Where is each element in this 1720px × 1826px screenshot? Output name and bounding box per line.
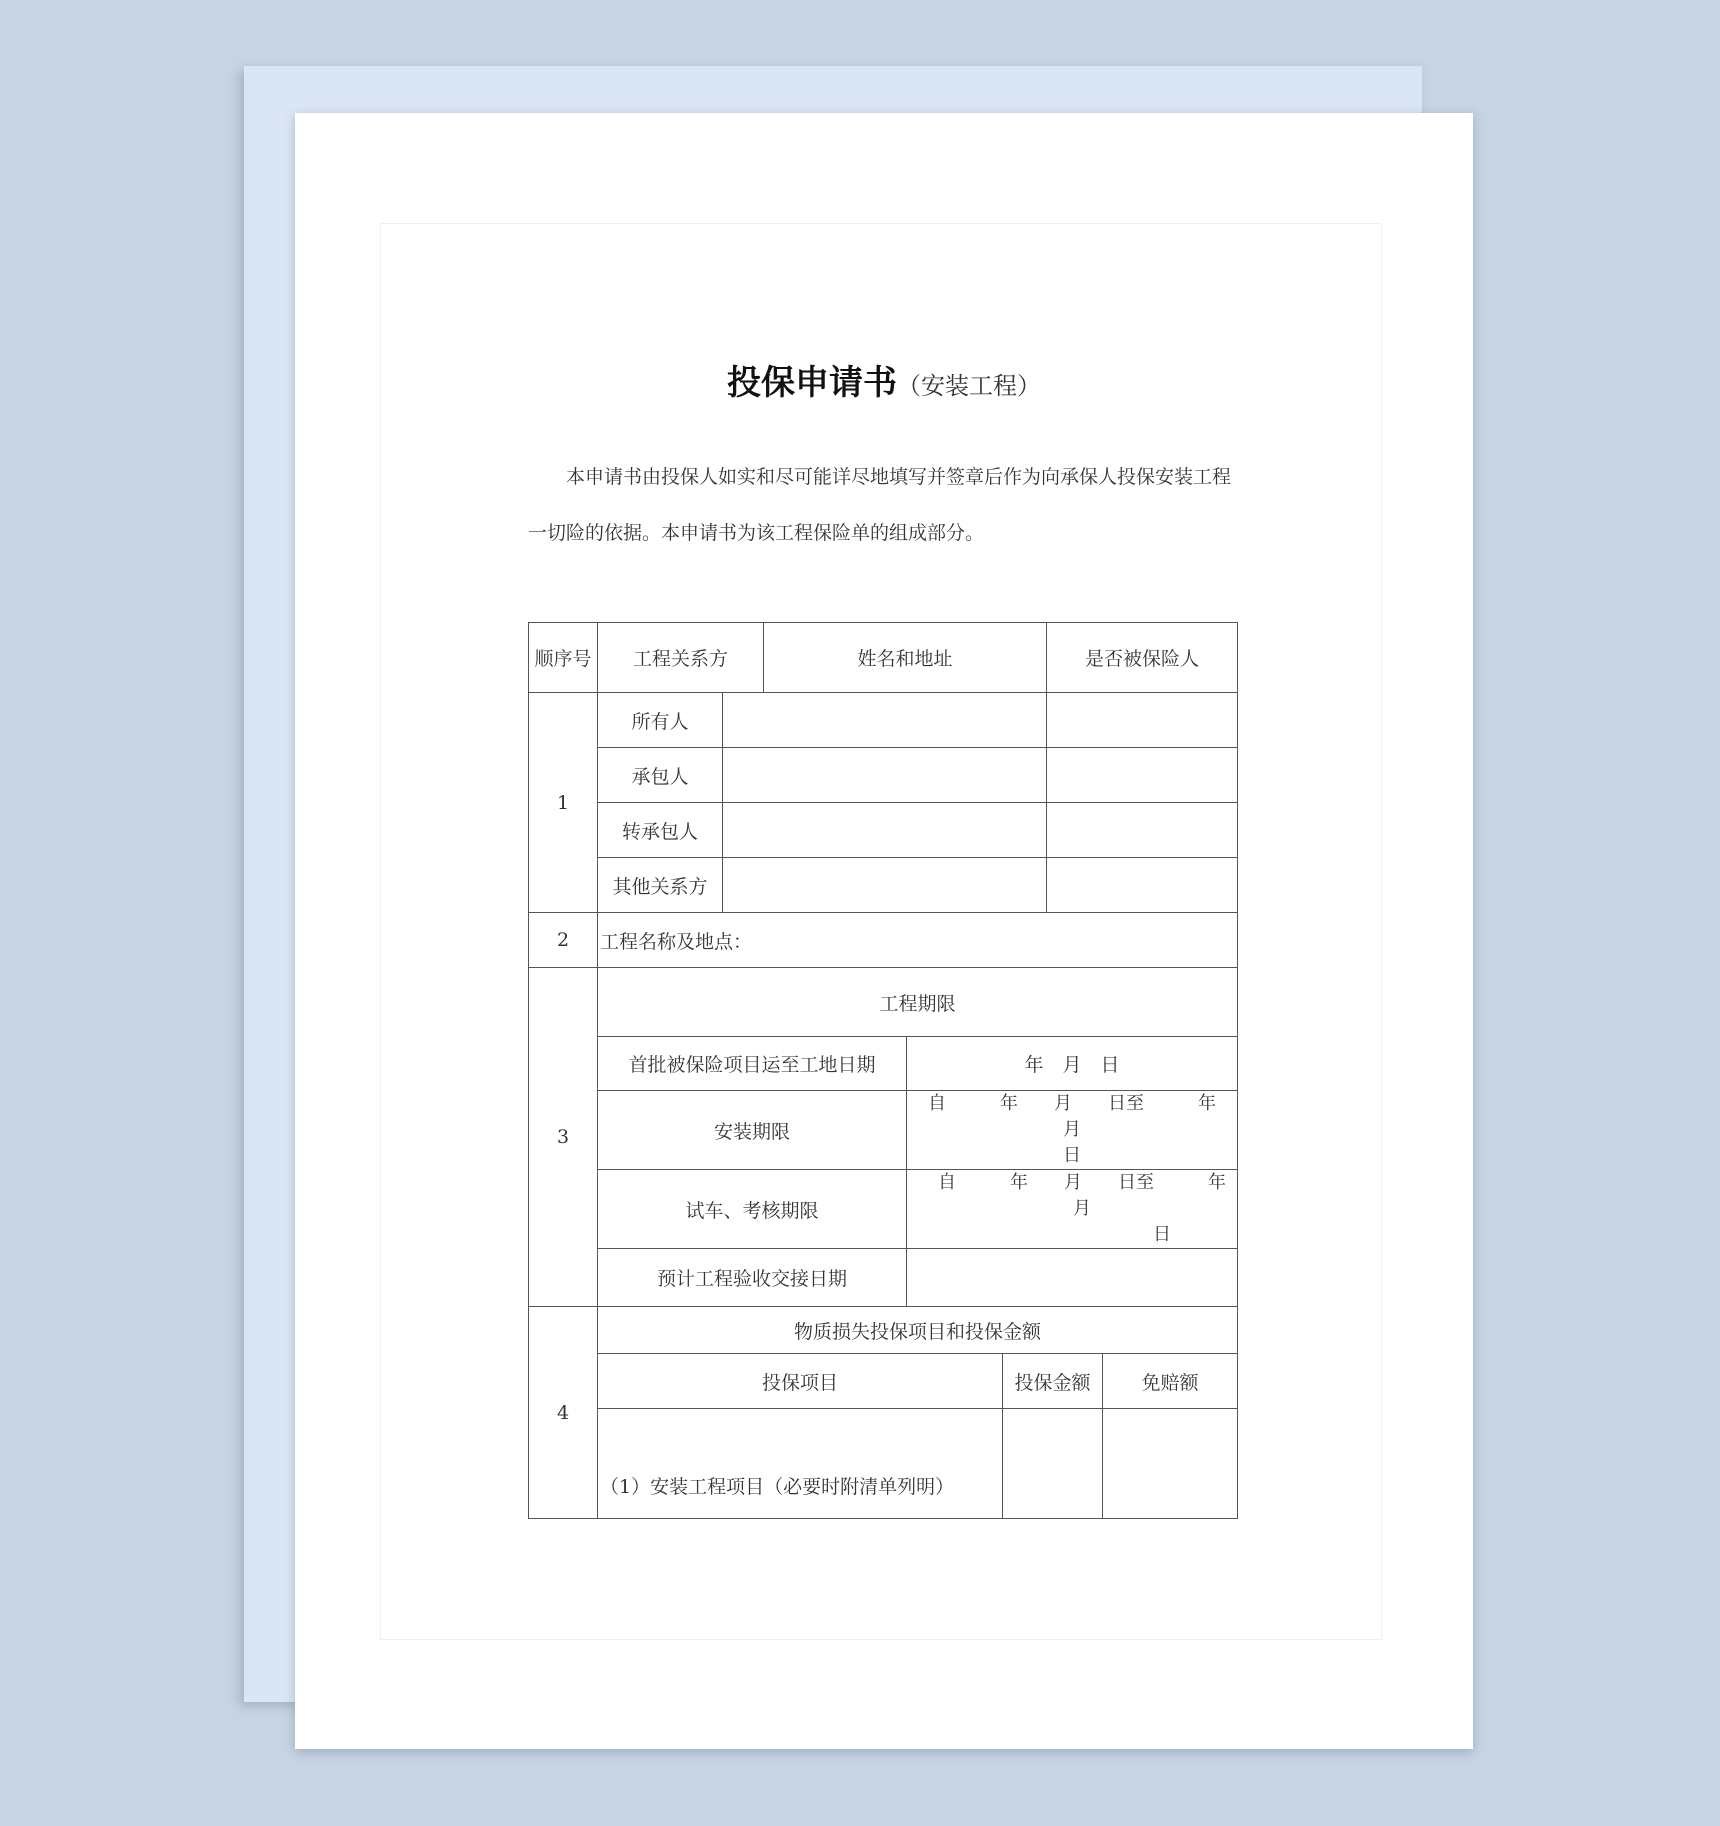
- title-sub: （安装工程）: [897, 372, 1041, 400]
- insured-cell[interactable]: [1047, 858, 1238, 913]
- page-title: [295, 355, 1473, 404]
- first-delivery-label: 首批被保险项目运至工地日期: [598, 1037, 907, 1091]
- name-address-cell[interactable]: [723, 693, 1047, 748]
- install-period-value[interactable]: [907, 1091, 1253, 1170]
- party-owner: 所有人: [598, 693, 723, 748]
- insured-cell[interactable]: [1047, 693, 1238, 748]
- install-period-label: 安装期限: [598, 1091, 907, 1170]
- acceptance-row: [529, 1249, 1238, 1307]
- party-other: 其他关系方: [598, 858, 723, 913]
- coverage-item-row: [529, 1409, 1238, 1519]
- coverage-deductible-cell[interactable]: [1103, 1409, 1238, 1519]
- install-period-line2: 日: [1063, 1145, 1082, 1166]
- name-address-cell[interactable]: [723, 858, 1047, 913]
- period-heading-row: [529, 968, 1238, 1037]
- section2-seq: 2: [529, 913, 598, 968]
- header-seq: 顺序号: [529, 623, 598, 693]
- period-heading: 工程期限: [598, 968, 1238, 1037]
- coverage-heading: 物质损失投保项目和投保金额: [598, 1307, 1238, 1354]
- section4-seq: 4: [529, 1307, 598, 1519]
- trial-period-value[interactable]: [907, 1170, 1263, 1249]
- party-row: [529, 858, 1238, 913]
- insured-cell[interactable]: [1047, 803, 1238, 858]
- col-deductible: 免赔额: [1103, 1354, 1238, 1409]
- header-row: [529, 623, 1238, 693]
- col-item: 投保项目: [598, 1354, 1003, 1409]
- project-name-row: [529, 913, 1238, 968]
- install-period-line1: 自 年 月 日至 年 月: [928, 1093, 1253, 1140]
- acceptance-date[interactable]: [907, 1249, 1238, 1307]
- party-contractor: 承包人: [598, 748, 723, 803]
- section1-seq: 1: [529, 693, 598, 913]
- header-insured: 是否被保险人: [1047, 623, 1238, 693]
- insured-cell[interactable]: [1047, 748, 1238, 803]
- install-period-row: [529, 1091, 1238, 1170]
- coverage-item-1: （1）安装工程项目（必要时附清单列明）: [598, 1409, 1003, 1519]
- document-page: [295, 113, 1473, 1749]
- section3-seq: 3: [529, 968, 598, 1307]
- coverage-heading-row: [529, 1307, 1238, 1354]
- first-delivery-date[interactable]: 年 月 日: [907, 1037, 1238, 1091]
- header-party: 工程关系方: [598, 623, 764, 693]
- coverage-amount-cell[interactable]: [1003, 1409, 1103, 1519]
- trial-period-line2: 日: [1153, 1224, 1172, 1245]
- party-row: [529, 693, 1238, 748]
- project-name-label[interactable]: 工程名称及地点：: [598, 913, 1238, 968]
- party-row: [529, 748, 1238, 803]
- coverage-header-row: [529, 1354, 1238, 1409]
- trial-period-line1: 自 年 月 日至 年 月: [938, 1172, 1263, 1219]
- party-subcontractor: 转承包人: [598, 803, 723, 858]
- party-row: [529, 803, 1238, 858]
- col-amount: 投保金额: [1003, 1354, 1103, 1409]
- intro-paragraph: 本申请书由投保人如实和尽可能详尽地填写并签章后作为向承保人投保安装工程一切险的依据。本申请书为该工程保险单的组成部分。: [528, 466, 1232, 544]
- title-main: 投保申请书: [727, 363, 897, 403]
- acceptance-label: 预计工程验收交接日期: [598, 1249, 907, 1307]
- name-address-cell[interactable]: [723, 748, 1047, 803]
- first-delivery-row: [529, 1037, 1238, 1091]
- name-address-cell[interactable]: [723, 803, 1047, 858]
- header-name-address: 姓名和地址: [764, 623, 1047, 693]
- trial-period-row: [529, 1170, 1238, 1249]
- trial-period-label: 试车、考核期限: [598, 1170, 907, 1249]
- application-form-table: [528, 622, 1263, 1519]
